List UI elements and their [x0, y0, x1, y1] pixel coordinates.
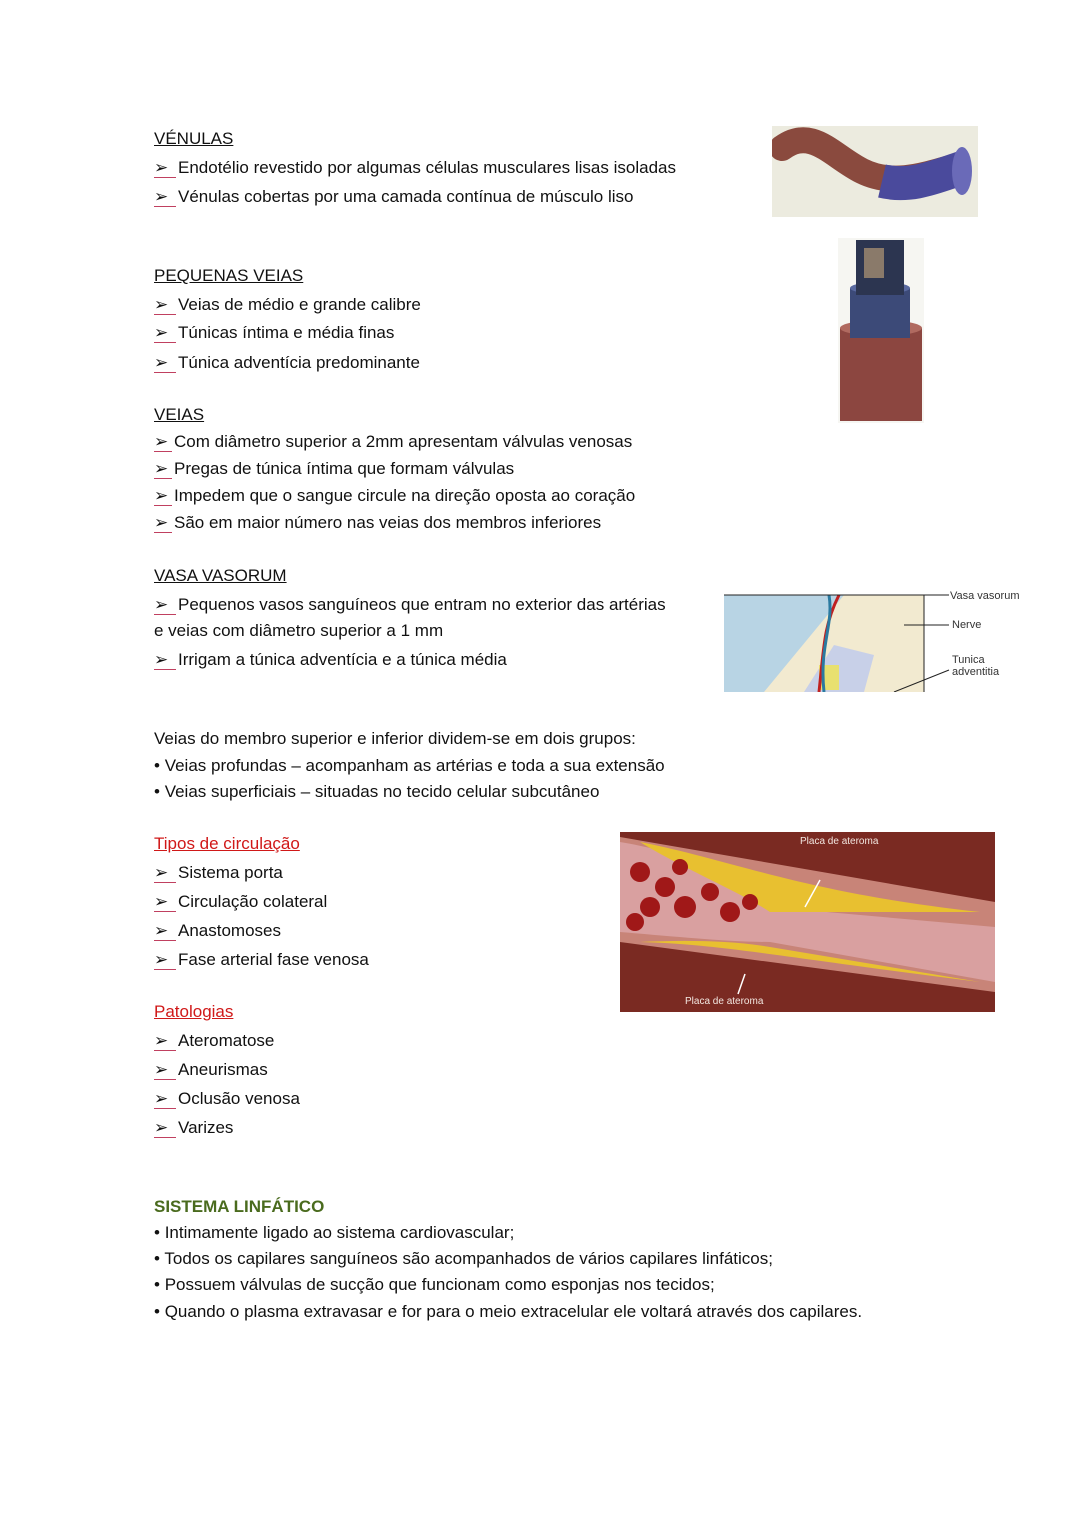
list-item	[154, 594, 666, 616]
item-text: Todos os capilares sanguíneos são acompanhados de vários capilares linfáticos;	[164, 1249, 773, 1268]
item-text: Túnicas íntima e média finas	[178, 323, 395, 342]
list-item	[154, 1030, 274, 1052]
arrow-bullet-icon: ➢	[154, 188, 176, 207]
list-item	[154, 949, 369, 971]
bullet-icon: •	[154, 1223, 160, 1242]
list-item	[154, 1059, 268, 1081]
label-adventitia: adventitia	[952, 666, 1000, 678]
arrow-bullet-icon: ➢	[154, 487, 172, 506]
pequenas-veias-heading: PEQUENAS VEIAS	[154, 266, 304, 285]
arrow-bullet-icon: ➢	[154, 864, 176, 883]
item-text: Quando o plasma extravasar e for para o meio extracelular ele voltará através dos capilares.	[164, 1302, 863, 1321]
arrow-bullet-icon: ➢	[154, 296, 176, 315]
arrow-bullet-icon: ➢	[154, 1119, 176, 1138]
item-text: Fase arterial fase venosa	[178, 950, 369, 969]
item-text: Túnica adventícia predominante	[178, 353, 420, 372]
item-text: São em maior número nas veias dos membros inferiores	[174, 513, 602, 532]
list-item	[154, 1088, 300, 1110]
item-text: Veias de médio e grande calibre	[178, 295, 421, 314]
item-text: Circulação colateral	[178, 892, 328, 911]
vein-layers-illustration	[838, 238, 924, 423]
tipos-heading: Tipos de circulação	[154, 834, 300, 853]
list-item	[154, 322, 394, 344]
arrow-bullet-icon: ➢	[154, 1061, 176, 1080]
item-text: Veias superficiais – situadas no tecido celular subcutâneo	[164, 782, 600, 801]
veias-heading: VEIAS	[154, 405, 205, 424]
label-nerve: Nerve	[952, 619, 982, 631]
item-text: Anastomoses	[178, 921, 281, 940]
label-vasa-vasorum: Vasa vasorum	[950, 590, 1020, 602]
venule-illustration	[772, 126, 978, 217]
item-text: Com diâmetro superior a 2mm apresentam válvulas venosas	[174, 432, 633, 451]
bullet-icon: •	[154, 1249, 160, 1268]
list-item	[154, 920, 281, 942]
item-text: Impedem que o sangue circule na direção oposta ao coração	[174, 486, 636, 505]
item-text: Veias profundas – acompanham as artérias e toda a sua extensão	[164, 756, 665, 775]
vasa-vasorum-heading: VASA VASORUM	[154, 566, 287, 585]
item-text: Irrigam a túnica adventícia e a túnica média	[178, 650, 507, 669]
item-text: Oclusão venosa	[178, 1089, 300, 1108]
arrow-bullet-icon: ➢	[154, 951, 176, 970]
arrow-bullet-icon: ➢	[154, 922, 176, 941]
list-item	[154, 1274, 715, 1296]
label-tunica: Tunica	[952, 654, 985, 666]
list-item	[154, 485, 635, 507]
label-placa-bottom: Placa de ateroma	[685, 996, 764, 1007]
arrow-bullet-icon: ➢	[154, 324, 176, 343]
label-placa-top: Placa de ateroma	[800, 836, 879, 847]
item-text: Possuem válvulas de sucção que funcionam como esponjas nos tecidos;	[164, 1275, 715, 1294]
list-item	[154, 649, 507, 671]
venulas-heading: VÉNULAS	[154, 129, 234, 148]
bullet-icon: •	[154, 782, 160, 801]
item-text: Sistema porta	[178, 863, 283, 882]
arrow-bullet-icon: ➢	[154, 354, 176, 373]
item-text: Pregas de túnica íntima que formam válvulas	[174, 459, 515, 478]
list-item	[154, 1117, 233, 1139]
bullet-icon: •	[154, 1275, 160, 1294]
item-text: Aneurismas	[178, 1060, 268, 1079]
patologias-heading: Patologias	[154, 1002, 234, 1021]
list-item	[154, 1248, 773, 1270]
arrow-bullet-icon: ➢	[154, 159, 176, 178]
atheroma-illustration	[620, 832, 995, 1012]
list-item	[154, 186, 633, 208]
list-item	[154, 1301, 862, 1323]
list-item	[154, 781, 599, 803]
arrow-bullet-icon: ➢	[154, 651, 176, 670]
arrow-bullet-icon: ➢	[154, 893, 176, 912]
arrow-bullet-icon: ➢	[154, 1090, 176, 1109]
list-item	[154, 431, 632, 453]
bullet-icon: •	[154, 756, 160, 775]
arrow-bullet-icon: ➢	[154, 433, 172, 452]
list-item	[154, 755, 665, 777]
list-item	[154, 862, 283, 884]
linfatico-heading: SISTEMA LINFÁTICO	[154, 1197, 325, 1216]
list-item	[154, 512, 601, 534]
arrow-bullet-icon: ➢	[154, 460, 172, 479]
item-text: Ateromatose	[178, 1031, 275, 1050]
arrow-bullet-icon: ➢	[154, 596, 176, 615]
arrow-bullet-icon: ➢	[154, 1032, 176, 1051]
list-item	[154, 458, 514, 480]
item-text: Pequenos vasos sanguíneos que entram no exterior das artérias	[178, 595, 666, 614]
item-text: Endotélio revestido por algumas células musculares lisas isoladas	[178, 158, 676, 177]
bullet-icon: •	[154, 1302, 160, 1321]
item-text: Varizes	[178, 1118, 234, 1137]
vasa-vasorum-illustration	[724, 585, 1035, 692]
item-text: Intimamente ligado ao sistema cardiovascular;	[164, 1223, 515, 1242]
list-item-continuation: e veias com diâmetro superior a 1 mm	[154, 621, 444, 640]
list-item	[154, 1222, 514, 1244]
list-item	[154, 294, 421, 316]
item-text: Vénulas cobertas por uma camada contínua de músculo liso	[178, 187, 634, 206]
membros-intro: Veias do membro superior e inferior dividem-se em dois grupos:	[154, 729, 636, 748]
arrow-bullet-icon: ➢	[154, 514, 172, 533]
list-item	[154, 157, 676, 179]
list-item	[154, 352, 420, 374]
list-item	[154, 891, 327, 913]
